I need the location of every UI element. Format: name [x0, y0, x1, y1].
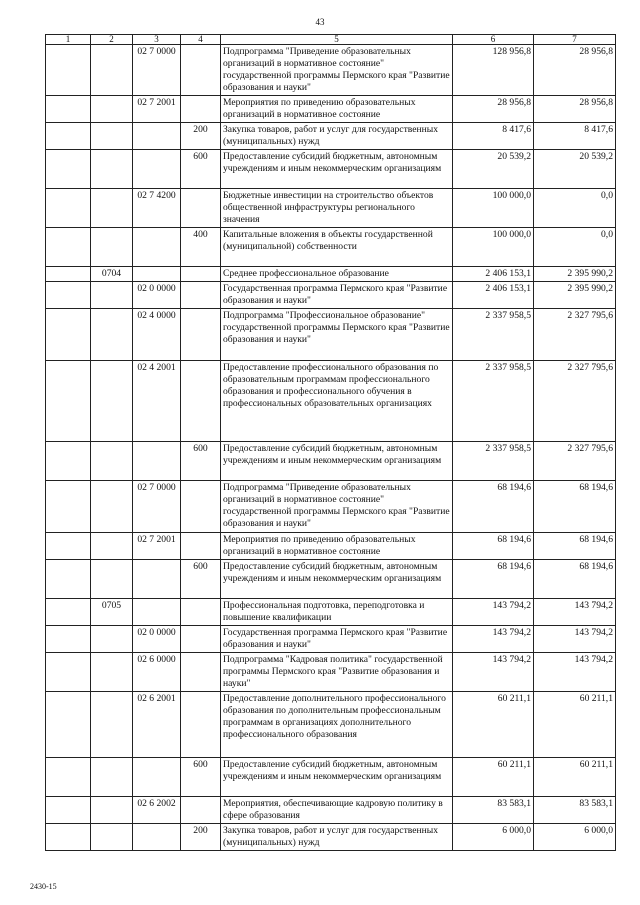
cell-c6: 143 794,2: [453, 599, 534, 626]
cell-c2: [91, 824, 133, 851]
cell-c4: 600: [181, 758, 221, 797]
cell-c1: [46, 96, 91, 123]
cell-c7: 8 417,6: [534, 123, 616, 150]
cell-c7: 28 956,8: [534, 45, 616, 96]
cell-c1: [46, 653, 91, 692]
cell-c7: 2 327 795,6: [534, 309, 616, 361]
cell-c5: Среднее профессиональное образование: [221, 267, 453, 282]
cell-c6: 2 337 958,5: [453, 361, 534, 442]
cell-c3: [133, 758, 181, 797]
cell-c7: 0,0: [534, 189, 616, 228]
cell-c6: 20 539,2: [453, 150, 534, 189]
cell-c2: [91, 309, 133, 361]
cell-c5: Предоставление субсидий бюджетным, автономным учреждениям и иным некоммерческим организациям: [221, 758, 453, 797]
cell-c4: [181, 309, 221, 361]
cell-c7: 60 211,1: [534, 692, 616, 758]
table-row: [46, 45, 616, 96]
table-row: [46, 189, 616, 228]
cell-c5: Закупка товаров, работ и услуг для государственных (муниципальных) нужд: [221, 824, 453, 851]
cell-c3: 02 0 0000: [133, 282, 181, 309]
table-row: [46, 442, 616, 481]
table-row: [46, 824, 616, 851]
cell-c7: 143 794,2: [534, 599, 616, 626]
cell-c2: [91, 189, 133, 228]
cell-c7: 20 539,2: [534, 150, 616, 189]
cell-c4: [181, 361, 221, 442]
column-header: 7: [534, 35, 616, 45]
cell-c3: [133, 442, 181, 481]
cell-c6: 83 583,1: [453, 797, 534, 824]
cell-c1: [46, 533, 91, 560]
cell-c5: Мероприятия по приведению образовательных организаций в нормативное состояние: [221, 96, 453, 123]
cell-c1: [46, 228, 91, 267]
cell-c5: Бюджетные инвестиции на строительство объектов общественной инфраструктуры регионального значения: [221, 189, 453, 228]
table-row: [46, 228, 616, 267]
cell-c6: 68 194,6: [453, 481, 534, 533]
cell-c2: [91, 45, 133, 96]
cell-c3: 02 7 0000: [133, 481, 181, 533]
cell-c1: [46, 481, 91, 533]
cell-c2: 0704: [91, 267, 133, 282]
cell-c1: [46, 824, 91, 851]
cell-c2: [91, 228, 133, 267]
cell-c1: [46, 560, 91, 599]
cell-c2: [91, 96, 133, 123]
cell-c2: [91, 692, 133, 758]
cell-c4: 600: [181, 150, 221, 189]
cell-c2: [91, 653, 133, 692]
cell-c7: 68 194,6: [534, 481, 616, 533]
column-header: 2: [91, 35, 133, 45]
cell-c5: Подпрограмма "Профессиональное образование" государственной программы Пермского края "Развитие образования и науки": [221, 309, 453, 361]
table-row: [46, 560, 616, 599]
cell-c3: 02 6 2002: [133, 797, 181, 824]
cell-c7: 2 327 795,6: [534, 361, 616, 442]
cell-c6: 100 000,0: [453, 228, 534, 267]
cell-c6: 143 794,2: [453, 653, 534, 692]
cell-c4: [181, 282, 221, 309]
cell-c2: [91, 150, 133, 189]
cell-c3: 02 4 0000: [133, 309, 181, 361]
cell-c5: Предоставление профессионального образования по образовательным программам профессионального образования и профессионального обучения в профессиональных образовательных организациях: [221, 361, 453, 442]
cell-c2: [91, 481, 133, 533]
table-row: [46, 653, 616, 692]
cell-c4: [181, 267, 221, 282]
cell-c4: [181, 599, 221, 626]
column-header: 5: [221, 35, 453, 45]
cell-c7: 83 583,1: [534, 797, 616, 824]
cell-c2: [91, 560, 133, 599]
cell-c4: 600: [181, 442, 221, 481]
cell-c6: 128 956,8: [453, 45, 534, 96]
table-row: [46, 626, 616, 653]
cell-c3: [133, 150, 181, 189]
cell-c5: Подпрограмма "Кадровая политика" государственной программы Пермского края "Развитие образования и науки": [221, 653, 453, 692]
cell-c5: Предоставление субсидий бюджетным, автономным учреждениям и иным некоммерческим организациям: [221, 442, 453, 481]
cell-c1: [46, 442, 91, 481]
cell-c5: Профессиональная подготовка, переподготовка и повышение квалификации: [221, 599, 453, 626]
table-row: [46, 797, 616, 824]
cell-c2: [91, 758, 133, 797]
cell-c3: [133, 267, 181, 282]
cell-c3: 02 7 0000: [133, 45, 181, 96]
cell-c1: [46, 189, 91, 228]
table-row: [46, 309, 616, 361]
cell-c4: 200: [181, 824, 221, 851]
cell-c4: [181, 692, 221, 758]
cell-c7: 2 395 990,2: [534, 282, 616, 309]
cell-c6: 143 794,2: [453, 626, 534, 653]
cell-c1: [46, 282, 91, 309]
cell-c6: 2 406 153,1: [453, 267, 534, 282]
cell-c4: [181, 533, 221, 560]
cell-c1: [46, 123, 91, 150]
cell-c2: [91, 282, 133, 309]
table-body: [46, 35, 616, 851]
cell-c3: 02 6 2001: [133, 692, 181, 758]
cell-c7: 60 211,1: [534, 758, 616, 797]
cell-c2: [91, 533, 133, 560]
cell-c1: [46, 758, 91, 797]
cell-c7: 0,0: [534, 228, 616, 267]
cell-c5: Государственная программа Пермского края "Развитие образования и науки": [221, 626, 453, 653]
cell-c4: 200: [181, 123, 221, 150]
table-row: [46, 267, 616, 282]
cell-c6: 68 194,6: [453, 533, 534, 560]
cell-c7: 68 194,6: [534, 560, 616, 599]
cell-c6: 2 406 153,1: [453, 282, 534, 309]
cell-c7: 28 956,8: [534, 96, 616, 123]
cell-c2: [91, 442, 133, 481]
cell-c3: [133, 123, 181, 150]
table-row: [46, 96, 616, 123]
cell-c7: 143 794,2: [534, 653, 616, 692]
column-header: 6: [453, 35, 534, 45]
cell-c1: [46, 626, 91, 653]
cell-c6: 8 417,6: [453, 123, 534, 150]
table-row: [46, 533, 616, 560]
cell-c6: 60 211,1: [453, 758, 534, 797]
cell-c6: 28 956,8: [453, 96, 534, 123]
cell-c5: Предоставление субсидий бюджетным, автономным учреждениям и иным некоммерческим организациям: [221, 560, 453, 599]
cell-c1: [46, 361, 91, 442]
table-row: [46, 150, 616, 189]
cell-c4: [181, 189, 221, 228]
cell-c4: [181, 653, 221, 692]
cell-c3: [133, 599, 181, 626]
cell-c7: 6 000,0: [534, 824, 616, 851]
cell-c2: [91, 797, 133, 824]
cell-c6: 100 000,0: [453, 189, 534, 228]
cell-c1: [46, 309, 91, 361]
column-header: 4: [181, 35, 221, 45]
cell-c3: 02 7 2001: [133, 96, 181, 123]
table-row: [46, 481, 616, 533]
table-row: [46, 599, 616, 626]
cell-c1: [46, 45, 91, 96]
table-row: [46, 361, 616, 442]
cell-c3: [133, 228, 181, 267]
column-header: 3: [133, 35, 181, 45]
cell-c5: Предоставление субсидий бюджетным, автономным учреждениям и иным некоммерческим организациям: [221, 150, 453, 189]
cell-c7: 143 794,2: [534, 626, 616, 653]
cell-c5: Предоставление дополнительного профессионального образования по дополнительным профессиональным программам в организациях дополнительного профессионального образования: [221, 692, 453, 758]
table-row: [46, 123, 616, 150]
cell-c7: 2 395 990,2: [534, 267, 616, 282]
cell-c3: [133, 824, 181, 851]
budget-table: [45, 34, 616, 851]
cell-c6: 6 000,0: [453, 824, 534, 851]
cell-c6: 60 211,1: [453, 692, 534, 758]
cell-c4: 600: [181, 560, 221, 599]
footer-code: 2430-15: [30, 882, 57, 891]
table-row: [46, 758, 616, 797]
cell-c5: Закупка товаров, работ и услуг для государственных (муниципальных) нужд: [221, 123, 453, 150]
cell-c4: [181, 45, 221, 96]
cell-c7: 2 327 795,6: [534, 442, 616, 481]
cell-c1: [46, 692, 91, 758]
cell-c4: [181, 797, 221, 824]
header-row: [46, 35, 616, 45]
cell-c4: 400: [181, 228, 221, 267]
cell-c3: 02 0 0000: [133, 626, 181, 653]
cell-c5: Капитальные вложения в объекты государственной (муниципальной) собственности: [221, 228, 453, 267]
cell-c3: 02 7 4200: [133, 189, 181, 228]
cell-c5: Подпрограмма "Приведение образовательных организаций в нормативное состояние" государственной программы Пермского края "Развитие образования и науки": [221, 45, 453, 96]
cell-c5: Мероприятия, обеспечивающие кадровую политику в сфере образования: [221, 797, 453, 824]
cell-c5: Подпрограмма "Приведение образовательных организаций в нормативное состояние" государственной программы Пермского края "Развитие образования и науки": [221, 481, 453, 533]
cell-c1: [46, 267, 91, 282]
table-row: [46, 692, 616, 758]
cell-c3: 02 4 2001: [133, 361, 181, 442]
cell-c4: [181, 626, 221, 653]
table-row: [46, 282, 616, 309]
cell-c3: [133, 560, 181, 599]
cell-c1: [46, 797, 91, 824]
cell-c2: 0705: [91, 599, 133, 626]
cell-c1: [46, 599, 91, 626]
cell-c6: 2 337 958,5: [453, 309, 534, 361]
cell-c2: [91, 123, 133, 150]
cell-c2: [91, 626, 133, 653]
cell-c3: 02 6 0000: [133, 653, 181, 692]
cell-c3: 02 7 2001: [133, 533, 181, 560]
cell-c4: [181, 96, 221, 123]
cell-c6: 2 337 958,5: [453, 442, 534, 481]
column-header: 1: [46, 35, 91, 45]
cell-c5: Государственная программа Пермского края "Развитие образования и науки": [221, 282, 453, 309]
cell-c2: [91, 361, 133, 442]
page-number: 43: [315, 17, 325, 27]
cell-c7: 68 194,6: [534, 533, 616, 560]
cell-c1: [46, 150, 91, 189]
cell-c6: 68 194,6: [453, 560, 534, 599]
cell-c4: [181, 481, 221, 533]
cell-c5: Мероприятия по приведению образовательных организаций в нормативное состояние: [221, 533, 453, 560]
